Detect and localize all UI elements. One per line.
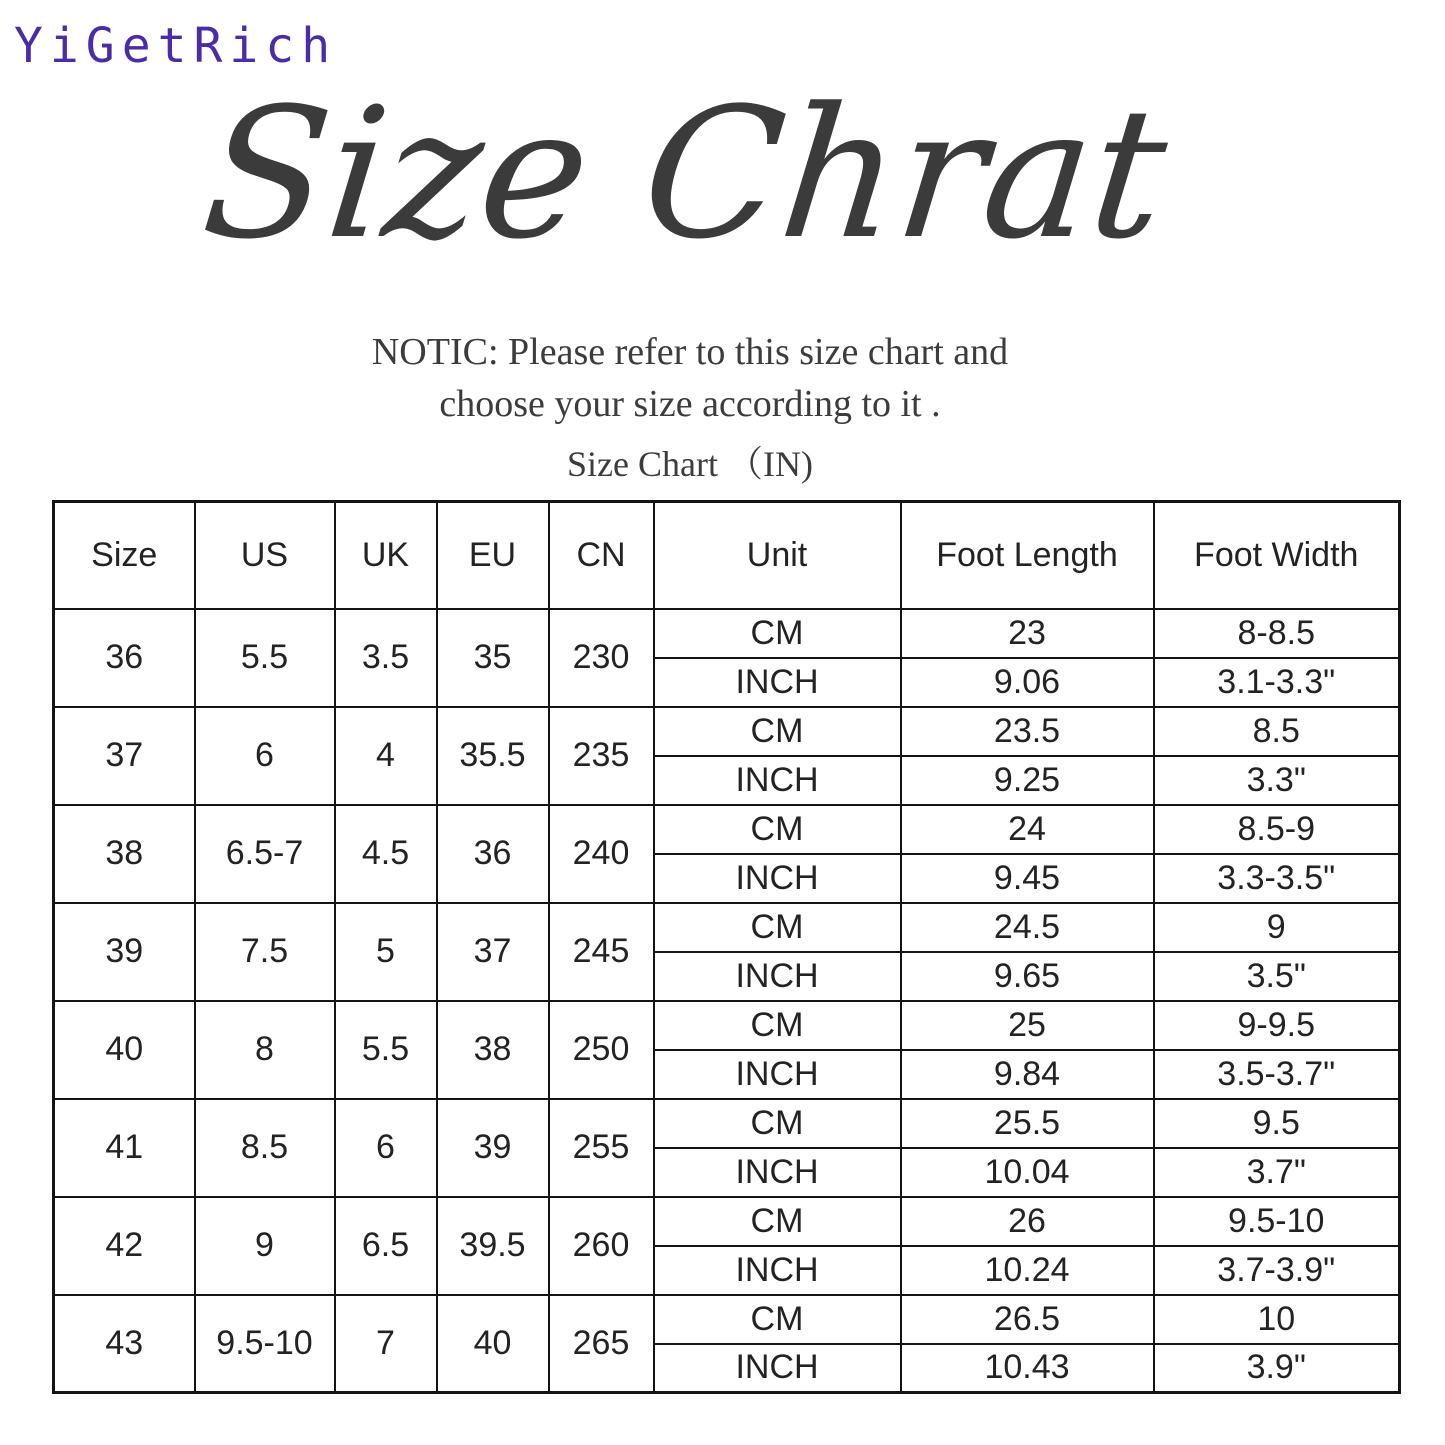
cell-unit-cm: CM	[654, 609, 901, 658]
cell-foot-width-inch: 3.1-3.3"	[1154, 658, 1400, 707]
cell-foot-width-inch: 3.7-3.9"	[1154, 1246, 1400, 1295]
header-cn: CN	[549, 502, 654, 609]
cell-size: 36	[54, 609, 195, 707]
header-uk: UK	[335, 502, 437, 609]
cell-unit-cm: CM	[654, 805, 901, 854]
cell-foot-width-inch: 3.3-3.5"	[1154, 854, 1400, 903]
cell-cn: 250	[549, 1001, 654, 1099]
cell-uk: 7	[335, 1295, 437, 1393]
header-us: US	[195, 502, 335, 609]
cell-foot-length-cm: 24.5	[901, 903, 1154, 952]
cell-foot-length-cm: 26	[901, 1197, 1154, 1246]
cell-cn: 245	[549, 903, 654, 1001]
table-row-cm	[54, 1099, 1400, 1148]
cell-foot-width-cm: 9-9.5	[1154, 1001, 1400, 1050]
cell-foot-length-cm: 24	[901, 805, 1154, 854]
cell-foot-length-inch: 9.65	[901, 952, 1154, 1001]
cell-unit-inch: INCH	[654, 854, 901, 903]
table-row-cm	[54, 1295, 1400, 1344]
cell-uk: 5	[335, 903, 437, 1001]
header-foot-length: Foot Length	[901, 502, 1154, 609]
cell-unit-inch: INCH	[654, 658, 901, 707]
cell-cn: 230	[549, 609, 654, 707]
table-row-cm	[54, 903, 1400, 952]
cell-foot-width-cm: 9.5-10	[1154, 1197, 1400, 1246]
cell-unit-cm: CM	[654, 1001, 901, 1050]
header-unit: Unit	[654, 502, 901, 609]
cell-cn: 235	[549, 707, 654, 805]
cell-foot-length-inch: 9.06	[901, 658, 1154, 707]
cell-foot-width-inch: 3.5-3.7"	[1154, 1050, 1400, 1099]
cell-size: 43	[54, 1295, 195, 1393]
cell-foot-width-inch: 3.5"	[1154, 952, 1400, 1001]
cell-foot-length-cm: 23.5	[901, 707, 1154, 756]
size-chart-head	[54, 502, 1400, 609]
cell-unit-inch: INCH	[654, 756, 901, 805]
size-chart-head-row	[54, 502, 1400, 609]
cell-us: 9	[195, 1197, 335, 1295]
cell-foot-width-cm: 8.5-9	[1154, 805, 1400, 854]
cell-uk: 6.5	[335, 1197, 437, 1295]
cell-foot-width-cm: 9.5	[1154, 1099, 1400, 1148]
cell-us: 8	[195, 1001, 335, 1099]
cell-eu: 37	[437, 903, 549, 1001]
cell-unit-cm: CM	[654, 1295, 901, 1344]
cell-foot-length-cm: 26.5	[901, 1295, 1154, 1344]
cell-us: 9.5-10	[195, 1295, 335, 1393]
cell-unit-inch: INCH	[654, 1148, 901, 1197]
cell-size: 37	[54, 707, 195, 805]
cell-unit-cm: CM	[654, 1099, 901, 1148]
cell-foot-width-cm: 8.5	[1154, 707, 1400, 756]
cell-cn: 265	[549, 1295, 654, 1393]
cell-unit-inch: INCH	[654, 952, 901, 1001]
cell-eu: 40	[437, 1295, 549, 1393]
cell-foot-length-cm: 25	[901, 1001, 1154, 1050]
cell-us: 6	[195, 707, 335, 805]
cell-foot-length-inch: 9.45	[901, 854, 1154, 903]
cell-us: 6.5-7	[195, 805, 335, 903]
cell-foot-width-cm: 8-8.5	[1154, 609, 1400, 658]
cell-unit-cm: CM	[654, 903, 901, 952]
cell-cn: 240	[549, 805, 654, 903]
cell-us: 7.5	[195, 903, 335, 1001]
cell-size: 38	[54, 805, 195, 903]
size-chart-body	[54, 609, 1400, 1393]
cell-foot-width-cm: 10	[1154, 1295, 1400, 1344]
cell-eu: 39.5	[437, 1197, 549, 1295]
cell-eu: 35.5	[437, 707, 549, 805]
notice-text-line2: choose your size according to it .	[439, 383, 941, 425]
cell-eu: 39	[437, 1099, 549, 1197]
cell-us: 5.5	[195, 609, 335, 707]
header-size: Size	[54, 502, 195, 609]
cell-eu: 36	[437, 805, 549, 903]
cell-cn: 260	[549, 1197, 654, 1295]
cell-unit-cm: CM	[654, 1197, 901, 1246]
cell-unit-inch: INCH	[654, 1344, 901, 1393]
cell-size: 40	[54, 1001, 195, 1099]
cell-foot-width-cm: 9	[1154, 903, 1400, 952]
cell-us: 8.5	[195, 1099, 335, 1197]
size-chart-table	[52, 500, 1401, 1394]
cell-foot-width-inch: 3.9"	[1154, 1344, 1400, 1393]
cell-foot-length-cm: 23	[901, 609, 1154, 658]
table-subtitle: Size Chart （IN)	[567, 444, 813, 484]
cell-foot-length-cm: 25.5	[901, 1099, 1154, 1148]
cell-foot-length-inch: 9.25	[901, 756, 1154, 805]
table-row-cm	[54, 1001, 1400, 1050]
cell-uk: 4.5	[335, 805, 437, 903]
table-row-cm	[54, 805, 1400, 854]
cell-uk: 5.5	[335, 1001, 437, 1099]
cell-uk: 3.5	[335, 609, 437, 707]
cell-size: 42	[54, 1197, 195, 1295]
cell-foot-length-inch: 10.43	[901, 1344, 1154, 1393]
brand-logo: YiGetRich	[14, 18, 338, 74]
cell-foot-length-inch: 10.04	[901, 1148, 1154, 1197]
cell-unit-inch: INCH	[654, 1050, 901, 1099]
cell-uk: 4	[335, 707, 437, 805]
table-row-cm	[54, 707, 1400, 756]
cell-foot-width-inch: 3.7"	[1154, 1148, 1400, 1197]
cell-foot-length-inch: 10.24	[901, 1246, 1154, 1295]
header-eu: EU	[437, 502, 549, 609]
page-title: Size Chrat	[194, 70, 1176, 279]
cell-unit-cm: CM	[654, 707, 901, 756]
notice-text-line1: NOTIC: Please refer to this size chart and	[371, 331, 1009, 373]
cell-unit-inch: INCH	[654, 1246, 901, 1295]
cell-size: 41	[54, 1099, 195, 1197]
cell-size: 39	[54, 903, 195, 1001]
header-foot-width: Foot Width	[1154, 502, 1400, 609]
cell-eu: 38	[437, 1001, 549, 1099]
table-row-cm	[54, 1197, 1400, 1246]
cell-eu: 35	[437, 609, 549, 707]
cell-cn: 255	[549, 1099, 654, 1197]
cell-foot-length-inch: 9.84	[901, 1050, 1154, 1099]
cell-uk: 6	[335, 1099, 437, 1197]
table-row-cm	[54, 609, 1400, 658]
cell-foot-width-inch: 3.3"	[1154, 756, 1400, 805]
